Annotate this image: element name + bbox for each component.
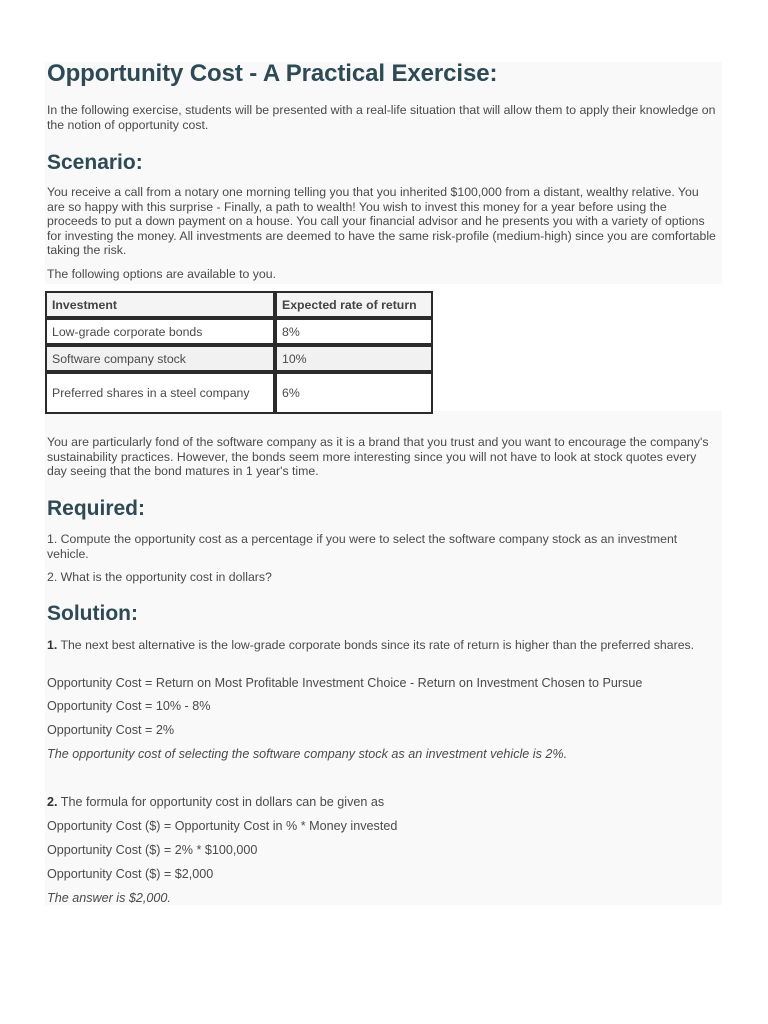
table-row bbox=[45, 372, 433, 414]
table-cell-rate: 8% bbox=[275, 318, 433, 345]
page-title: Opportunity Cost - A Practical Exercise: bbox=[47, 60, 498, 87]
table-header-investment: Investment bbox=[45, 291, 275, 318]
table-row bbox=[45, 345, 433, 372]
solution-2-formula: Opportunity Cost ($) = Opportunity Cost in % * Money invested bbox=[47, 819, 398, 833]
table-cell-investment: Low-grade corporate bonds bbox=[45, 318, 275, 345]
table-header-row bbox=[45, 291, 433, 318]
solution-2-calc-1: Opportunity Cost ($) = 2% * $100,000 bbox=[47, 843, 258, 857]
required-heading: Required: bbox=[47, 497, 146, 520]
solution-1-calc-1: Opportunity Cost = 10% - 8% bbox=[47, 699, 211, 713]
table-cell-rate: 6% bbox=[275, 372, 433, 414]
investment-options-table bbox=[45, 291, 433, 414]
table-cell-investment: Preferred shares in a steel company bbox=[45, 372, 275, 414]
step-text: The formula for opportunity cost in dollars can be given as bbox=[57, 795, 385, 809]
scenario-paragraph: You receive a call from a notary one morning telling you that you inherited $100,000 from a distant, wealthy relative. You are so happy with this surprise - Finally, a path to wealth! You wish to invest this money for a year before using the proceeds to put a down payment on a house. You call your financial advisor and he presents you with a variety of options for investing the money. All investments are deemed to have the same risk-profile (medium-high) since you are comfortable taking the risk. bbox=[47, 185, 716, 258]
table-cell-rate: 10% bbox=[275, 345, 433, 372]
solution-heading: Solution: bbox=[47, 602, 138, 625]
required-question-1: 1. Compute the opportunity cost as a percentage if you were to select the software company stock as an investment vehicle. bbox=[47, 532, 678, 561]
options-intro: The following options are available to you. bbox=[47, 267, 276, 281]
solution-1-conclusion: The opportunity cost of selecting the software company stock as an investment vehicle is 2%. bbox=[47, 747, 568, 761]
table-cell-investment: Software company stock bbox=[45, 345, 275, 372]
step-number: 2. bbox=[47, 795, 58, 809]
preference-paragraph: You are particularly fond of the software company as it is a brand that you trust and you want to encourage the company's sustainability practices. However, the bonds seem more interesting since you will not have to look at stock quotes every day seeing that the bond matures in 1 year's time. bbox=[47, 435, 709, 479]
scenario-heading: Scenario: bbox=[47, 151, 143, 174]
table-row bbox=[45, 318, 433, 345]
solution-2-calc-2: Opportunity Cost ($) = $2,000 bbox=[47, 867, 214, 881]
table-header-rate: Expected rate of return bbox=[275, 291, 433, 318]
solution-1-calc-2: Opportunity Cost = 2% bbox=[47, 723, 175, 737]
intro-paragraph: In the following exercise, students will be presented with a real-life situation that will allow them to apply their knowledge on the notion of opportunity cost. bbox=[47, 103, 716, 132]
step-number: 1. bbox=[47, 638, 58, 652]
required-question-2: 2. What is the opportunity cost in dollars? bbox=[47, 570, 272, 584]
solution-1-formula: Opportunity Cost = Return on Most Profitable Investment Choice - Return on Investment Chosen to Pursue bbox=[47, 676, 643, 690]
solution-step-1 bbox=[47, 638, 719, 653]
solution-step-2 bbox=[47, 795, 719, 810]
solution-2-conclusion: The answer is $2,000. bbox=[47, 891, 171, 905]
step-text: The next best alternative is the low-grade corporate bonds since its rate of return is higher than the preferred shares. bbox=[57, 638, 695, 652]
